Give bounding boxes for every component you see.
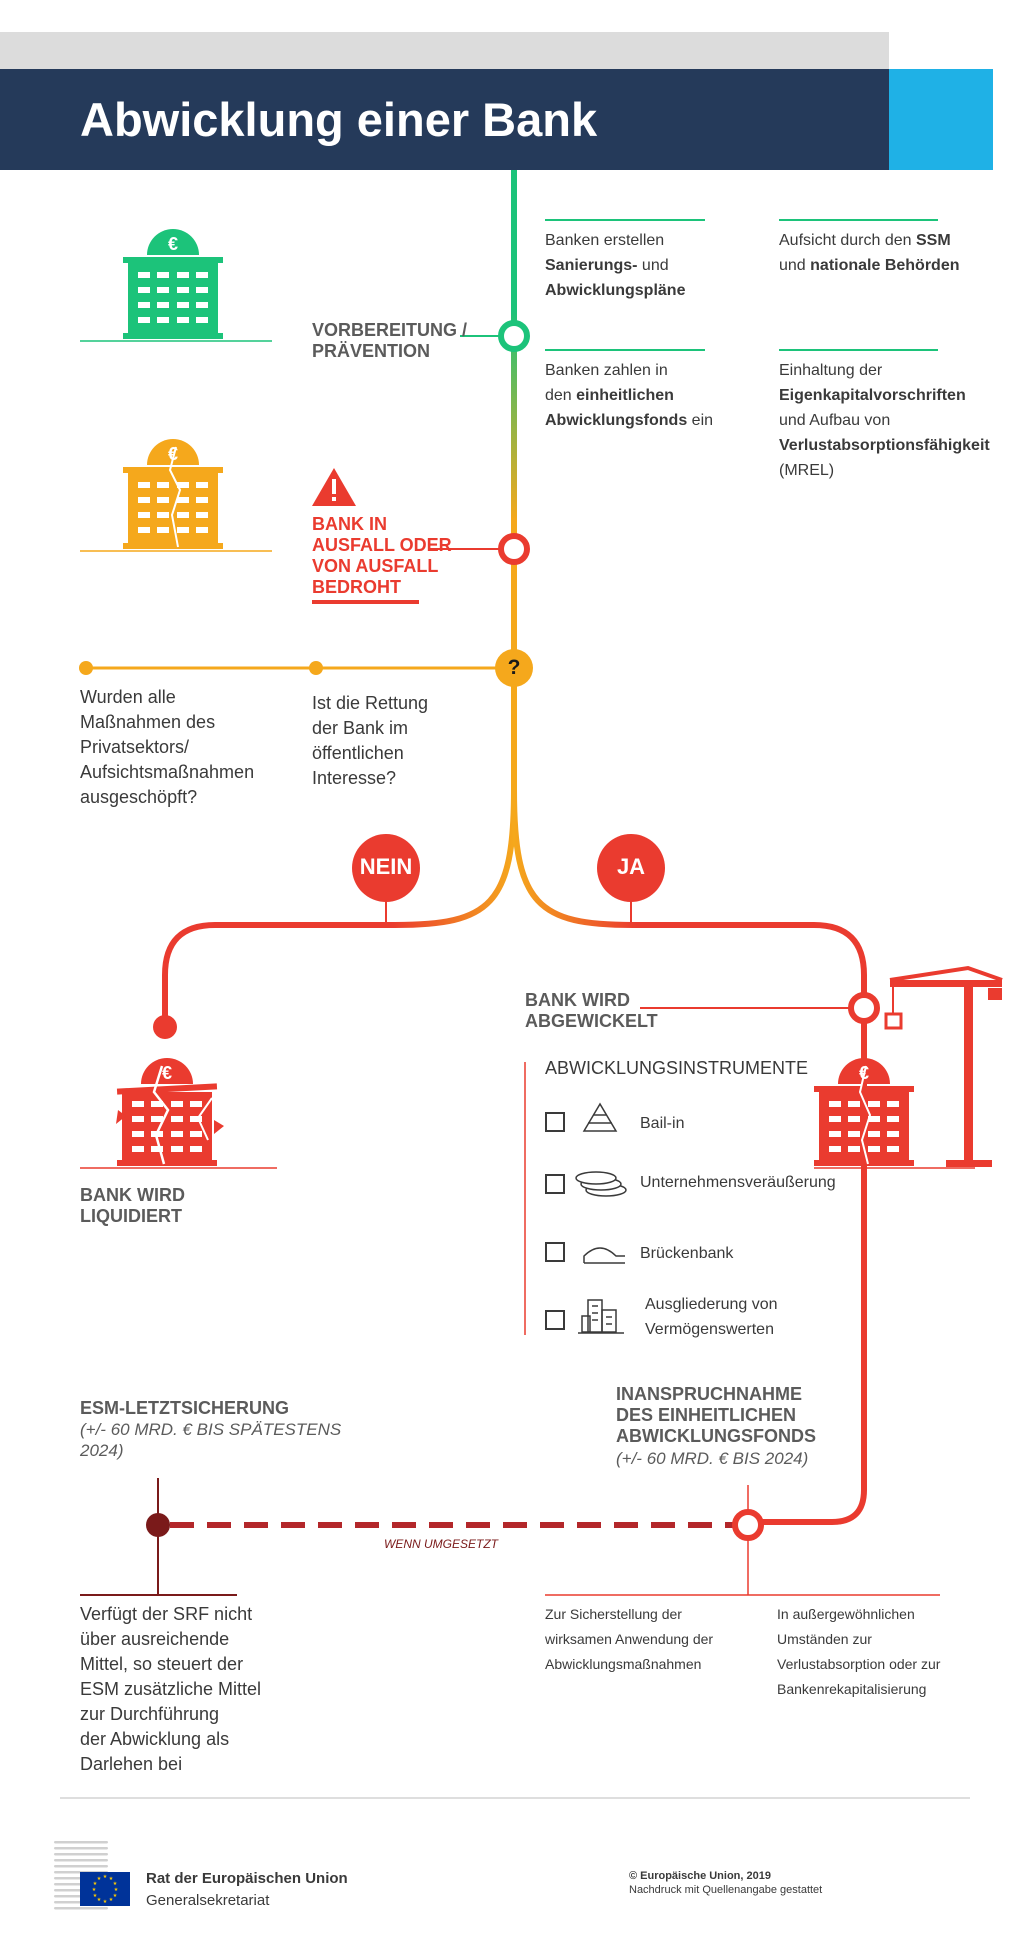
tool-checkbox-asset-separation[interactable]	[545, 1310, 565, 1330]
bank-broken-icon	[80, 1058, 277, 1168]
tools-heading: ABWICKLUNGSINSTRUMENTE	[545, 1058, 809, 1078]
question-dot-2	[309, 661, 323, 675]
footer-org: Rat der Europäischen Union	[146, 1870, 348, 1887]
tool-checkbox-sale[interactable]	[545, 1174, 565, 1194]
svg-text:€: €	[161, 1063, 173, 1083]
bridge-icon	[584, 1248, 625, 1263]
fund-description-1: Zur Sicherstellung der wirksamen Anwendung der Abwicklungsmaßnahmen	[545, 1606, 714, 1672]
tool-checkbox-bail-in[interactable]	[545, 1112, 565, 1132]
prevention-node	[501, 323, 527, 349]
bank-amber-icon	[80, 439, 272, 551]
svg-text:★: ★	[108, 1897, 114, 1903]
branch-left	[165, 790, 514, 1025]
buildings-icon	[578, 1300, 624, 1333]
question-dot-1	[79, 661, 93, 675]
tool-label-bail-in: Bail-in	[640, 1115, 685, 1132]
svg-text:★: ★	[112, 1893, 118, 1899]
svg-text:★: ★	[92, 1893, 98, 1899]
svg-text:★: ★	[91, 1887, 97, 1893]
resolved-node	[851, 995, 877, 1021]
page-title: Abwicklung einer Bank	[80, 93, 598, 146]
esm-node	[146, 1513, 170, 1537]
question-marker: ?	[507, 656, 521, 679]
footer-sub: Generalsekretariat	[146, 1892, 270, 1909]
tool-label-asset-separation: Ausgliederung von Vermögenswerten	[645, 1296, 778, 1338]
footer-reprint: Nachdruck mit Quellenangabe gestattet	[629, 1884, 823, 1896]
bank-resolved-icon	[814, 1058, 975, 1168]
fund-node	[735, 1512, 761, 1538]
warning-icon	[312, 468, 356, 506]
svg-text:★: ★	[102, 1874, 108, 1880]
info-capital-requirements: Einhaltung der Eigenkapitalvorschriften und Aufbau von Verlustabsorptionsfähigkeit (MREL)	[779, 362, 990, 479]
liquidated-node	[153, 1015, 177, 1039]
tool-checkbox-bridge[interactable]	[545, 1242, 565, 1262]
footer-copyright: © Europäische Union, 2019	[629, 1870, 771, 1882]
tool-label-sale: Unternehmensveräußerung	[640, 1174, 836, 1191]
svg-text:★: ★	[102, 1899, 108, 1905]
fund-title: INANSPRUCHNAHME DES EINHEITLICHEN ABWICKLUNGSFONDS	[616, 1384, 816, 1446]
svg-text:€: €	[167, 234, 179, 254]
svg-text:★: ★	[112, 1881, 118, 1887]
decision-no-label: NEIN	[359, 854, 413, 879]
svg-text:★: ★	[92, 1881, 98, 1887]
decision-yes-label: JA	[616, 854, 646, 879]
info-recovery-plans: Banken erstellen Sanierungs- und Abwicklungspläne	[545, 232, 686, 299]
coins-icon	[576, 1172, 626, 1196]
fund-description-2: In außergewöhnlichen Umständen zur Verlustabsorption oder zur Bankenrekapitalisierung	[777, 1606, 941, 1697]
esm-title: ESM-LETZTSICHERUNG	[80, 1398, 289, 1418]
when-implemented-label: WENN UMGESETZT	[384, 1537, 498, 1551]
svg-text:€: €	[167, 444, 179, 464]
question-2: Ist die Rettung der Bank im öffentlichen Interesse?	[312, 693, 429, 788]
tool-label-bridge: Brückenbank	[640, 1245, 734, 1262]
svg-text:★: ★	[108, 1876, 114, 1882]
failing-label: BANK IN AUSFALL ODER VON AUSFALL BEDROHT	[312, 514, 452, 597]
svg-text:★: ★	[96, 1897, 102, 1903]
esm-description: Verfügt der SRF nicht über ausreichende Mittel, so steuert der ESM zusätzliche Mittel zur Durchführung der Abwicklung als Darlehen bei	[80, 1604, 262, 1774]
fund-subtitle: (+/- 60 MRD. € BIS 2024)	[616, 1449, 809, 1468]
info-fund-contribution: Banken zahlen in den einheitlichen Abwicklungsfonds ein	[545, 362, 714, 429]
question-1: Wurden alle Maßnahmen des Privatsektors/ Aufsichtsmaßnahmen ausgeschöpft?	[80, 687, 255, 807]
svg-text:€: €	[858, 1063, 870, 1083]
svg-text:★: ★	[113, 1887, 119, 1893]
esm-subtitle: (+/- 60 MRD. € BIS SPÄTESTENS 2024)	[80, 1420, 342, 1460]
bank-green-icon	[80, 229, 272, 341]
pyramid-icon	[584, 1104, 616, 1131]
liquidated-label: BANK WIRD LIQUIDIERT	[80, 1185, 185, 1226]
council-logo	[54, 1841, 130, 1910]
resolved-label: BANK WIRD ABGEWICKELT	[525, 990, 658, 1031]
failing-node	[501, 536, 527, 562]
prevention-label: VORBEREITUNG / PRÄVENTION	[312, 320, 468, 361]
svg-text:★: ★	[96, 1876, 102, 1882]
info-supervision: Aufsicht durch den SSM und nationale Behörden	[779, 232, 960, 274]
